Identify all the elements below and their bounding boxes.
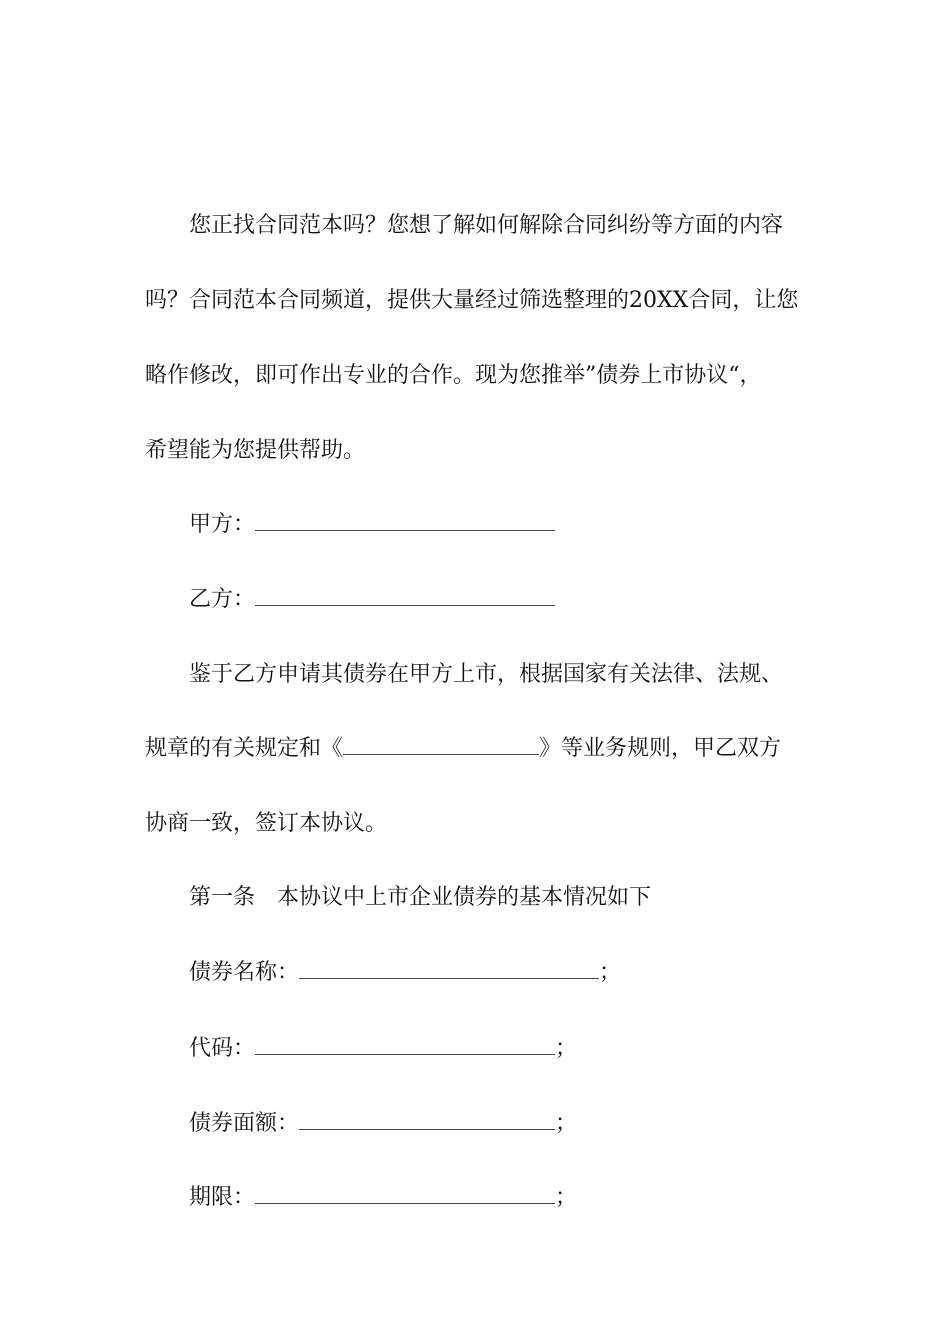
preamble-line-3: 协商一致，签订本协议。 [145, 811, 388, 836]
face-value-row [189, 1109, 815, 1139]
preamble-line-2-end: 》等业务规则，甲乙双方 [539, 736, 782, 761]
bond-code-blank[interactable] [255, 1034, 555, 1055]
face-value-blank[interactable] [299, 1109, 555, 1130]
article-1-title: 第一条 本协议中上市企业债券的基本情况如下 [189, 885, 652, 910]
party-a-blank[interactable] [255, 510, 555, 531]
preamble-line-2 [145, 734, 815, 764]
party-b-row [189, 585, 815, 615]
face-value-label: 债券面额： [189, 1111, 300, 1136]
bond-name-label: 债券名称： [189, 960, 300, 985]
bond-name-terminator: ； [599, 960, 622, 985]
bond-name-row [189, 958, 815, 988]
term-blank[interactable] [255, 1183, 555, 1204]
party-a-label: 甲方： [189, 512, 256, 537]
bond-code-label: 代码： [189, 1036, 256, 1061]
term-terminator: ； [555, 1185, 578, 1210]
intro-line-3: 略作修改，即可作出专业的合作。现为您推举”债券上市协议“， [145, 363, 762, 388]
party-b-blank[interactable] [255, 585, 555, 606]
preamble-line-2-start: 规章的有关规定和《 [145, 736, 344, 761]
intro-line-1: 您正找合同范本吗？您想了解如何解除合同纠纷等方面的内容 [189, 213, 784, 238]
rules-name-blank[interactable] [343, 734, 539, 755]
intro-line-4: 希望能为您提供帮助。 [145, 438, 366, 463]
bond-name-blank[interactable] [299, 958, 599, 979]
term-row [189, 1183, 815, 1213]
preamble-line-1: 鉴于乙方申请其债券在甲方上市，根据国家有关法律、法规、 [189, 662, 784, 687]
bond-code-terminator: ； [555, 1036, 578, 1061]
intro-line-2: 吗？合同范本合同频道，提供大量经过筛选整理的20XX合同，让您 [145, 288, 799, 313]
bond-code-row [189, 1034, 815, 1064]
term-label: 期限： [189, 1185, 256, 1210]
party-a-row [189, 510, 815, 540]
face-value-terminator: ； [555, 1111, 578, 1136]
party-b-label: 乙方： [189, 587, 256, 612]
